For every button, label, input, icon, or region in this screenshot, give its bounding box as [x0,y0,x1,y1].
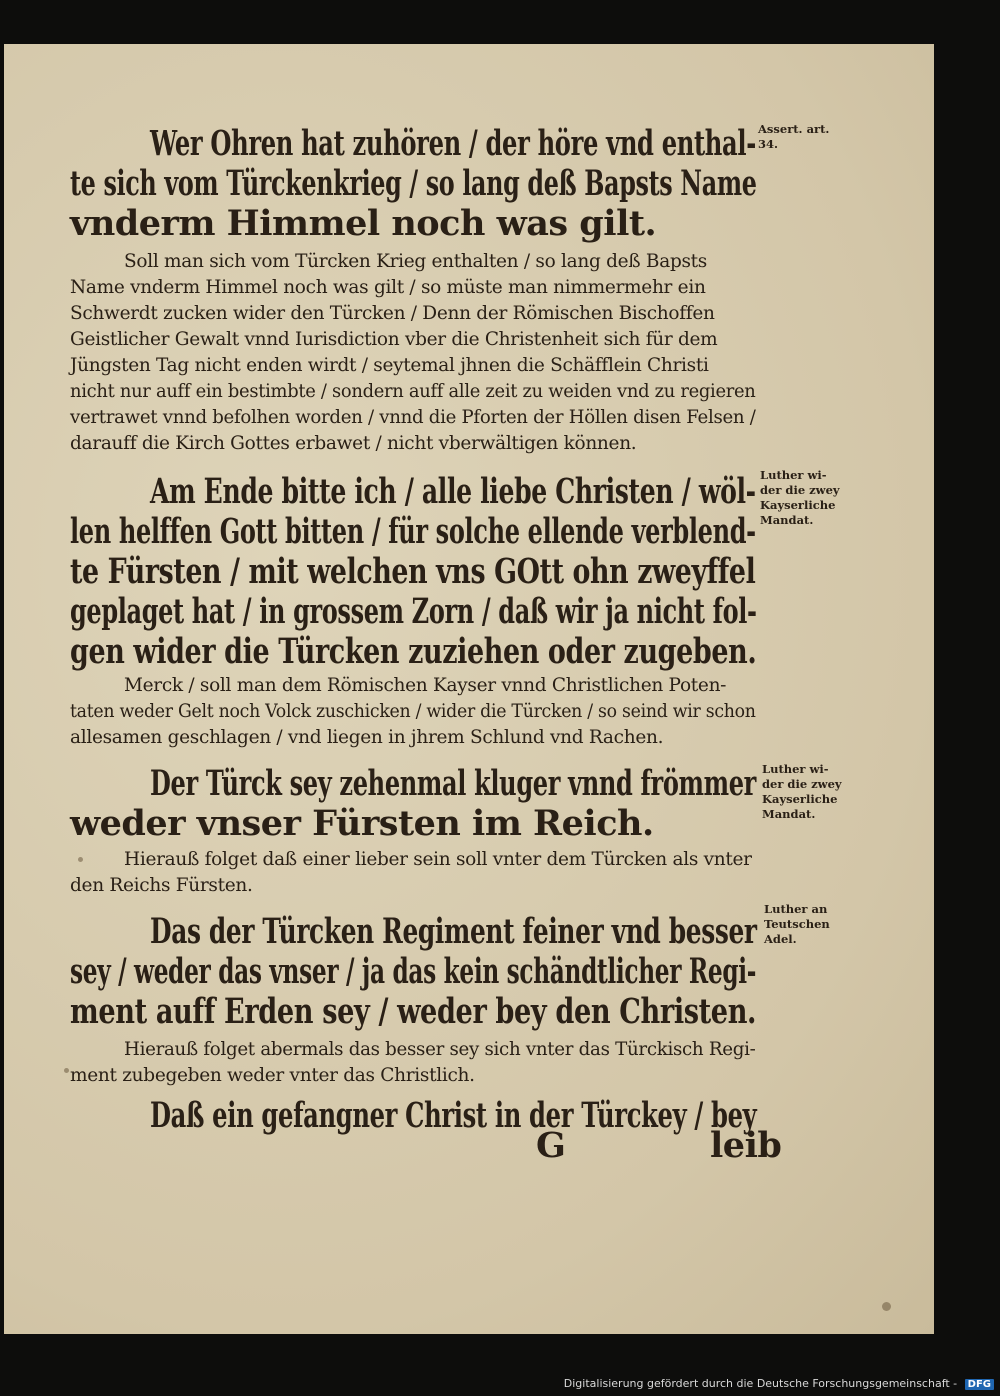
body-line: vertrawet vnnd befolhen worden / vnnd die Pforten der Höllen disen Felsen / [70,407,756,428]
heading-line: Das der Türcken Regiment feiner vnd besser [150,911,757,952]
heading-line: weder vnser Fürsten im Reich. [70,803,654,844]
body-line: ment zubegeben weder vnter das Christlich. [70,1065,475,1086]
body-line: Hierauß folget abermals das besser sey sich vnter das Türckisch Regi- [124,1039,756,1060]
body-line: taten weder Gelt noch Volck zuschicken / wider die Türcken / so seind wir schon [70,701,756,722]
footer-text: Digitalisierung gefördert durch die Deutsche Forschungsgemeinschaft - [563,1377,958,1390]
margin-note [764,902,830,947]
body-line: nicht nur auff ein bestimbte / sondern auff alle zeit zu weiden vnd zu regieren [70,381,756,402]
body-line: Merck / soll man dem Römischen Kayser vnnd Christlichen Poten- [124,675,727,696]
heading-line: ment auff Erden sey / weder bey den Christen. [70,991,757,1032]
heading-line: Daß ein gefangner Christ in der Türckey / bey [150,1095,757,1136]
signature-mark: G [536,1125,566,1166]
margin-note-line: Mandat. [760,513,814,527]
margin-note-line: Luther wi- [760,468,827,482]
ink-stain [882,1302,891,1311]
body-line: allesamen geschlagen / vnd liegen in jhrem Schlund vnd Rachen. [70,727,664,748]
dfg-logo: DFG [965,1379,994,1390]
heading-line: Der Türck sey zehenmal kluger vnnd frömmer [150,763,756,804]
body-line: darauff die Kirch Gottes erbawet / nicht vberwältigen können. [70,433,637,454]
heading-line: gen wider die Türcken zuziehen oder zugeben. [70,631,757,672]
margin-note [762,762,842,822]
margin-note-line: Adel. [764,932,797,946]
margin-note-line: Kayserliche [762,792,838,806]
heading-line: sey / weder das vnser / ja das kein schändtlicher Regi- [70,951,757,992]
catchword: leib [710,1125,782,1166]
margin-note-line: Luther an [764,902,828,916]
body-line: Soll man sich vom Türcken Krieg enthalten / so lang deß Bapsts [124,251,708,272]
body-line: Name vnderm Himmel noch was gilt / so müste man nimmermehr ein [70,277,706,298]
funding-footer [564,1377,994,1390]
heading-line: vnderm Himmel noch was gilt. [70,203,657,244]
heading-line: Wer Ohren hat zuhören / der höre vnd enthal- [150,123,756,164]
ink-stain [78,857,83,862]
heading-line: te Fürsten / mit welchen vns GOtt ohn zweyffel [70,551,756,592]
margin-note-line: Kayserliche [760,498,836,512]
ink-stain [64,1068,69,1073]
margin-note-line: 34. [758,137,779,151]
heading-line: len helffen Gott bitten / für solche ellende verblend- [70,511,756,552]
margin-note-line: Teutschen [764,917,830,931]
heading-line: Am Ende bitte ich / alle liebe Christen / wöl- [150,471,756,512]
body-line: Schwerdt zucken wider den Türcken / Denn der Römischen Bischoffen [70,303,715,324]
margin-note-line: Luther wi- [762,762,829,776]
body-line: Jüngsten Tag nicht enden wirdt / seytemal jhnen die Schäfflein Christi [70,355,709,376]
heading-line: te sich vom Türckenkrieg / so lang deß Bapsts Name [70,163,757,204]
margin-note-line: der die zwey [760,483,840,497]
heading-line: geplaget hat / in grossem Zorn / daß wir ja nicht fol- [70,591,757,632]
document-page [4,44,934,1334]
margin-note-line: der die zwey [762,777,842,791]
body-line: den Reichs Fürsten. [70,875,253,896]
body-line: Hierauß folget daß einer lieber sein soll vnter dem Türcken als vnter [124,849,752,870]
body-line: Geistlicher Gewalt vnnd Iurisdiction vber die Christenheit sich für dem [70,329,718,350]
margin-note [758,122,829,152]
margin-note [760,468,840,528]
margin-note-line: Mandat. [762,807,816,821]
margin-note-line: Assert. art. [758,122,830,136]
